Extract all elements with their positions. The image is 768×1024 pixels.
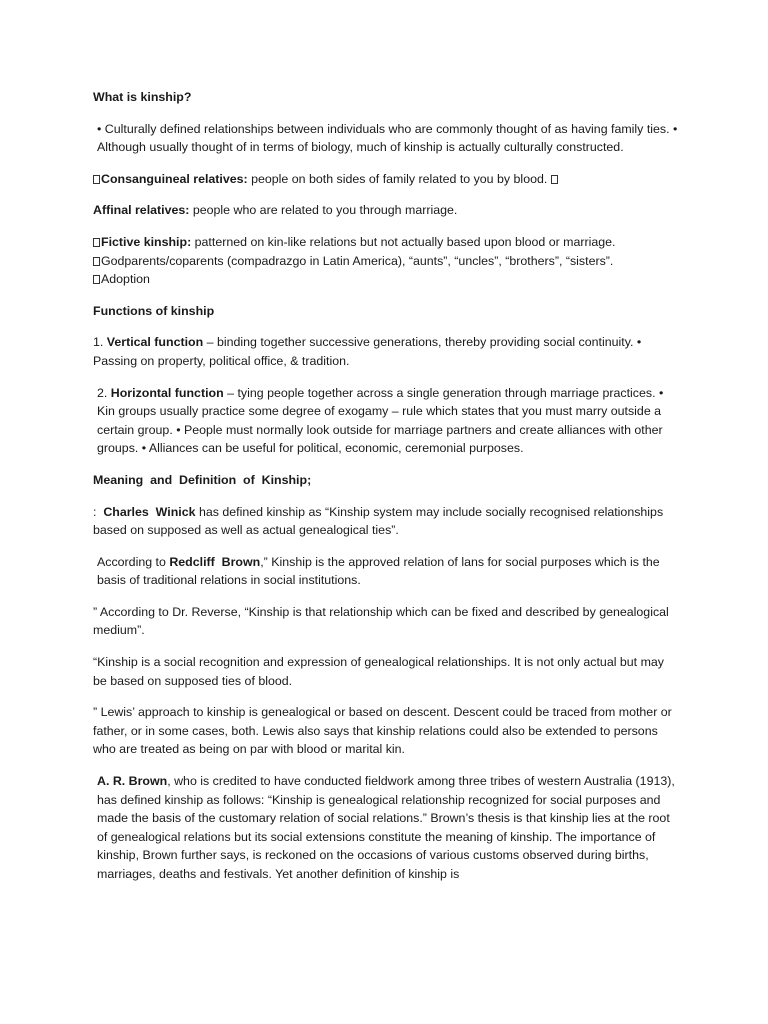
paragraph-redcliff [93, 553, 680, 590]
missing-glyph-icon [551, 175, 558, 184]
paragraph-lewis: ” Lewis’ approach to kinship is genealogical or based on descent. Descent could be traced from mother or father, or in some cases, both. Lewis also says that kinship relations could also be extended to persons who are treated as being on par with blood or marital kin. [93, 705, 672, 757]
missing-glyph-icon [93, 257, 100, 266]
horizontal-number: 2. [97, 385, 111, 400]
paragraph-winick [93, 503, 680, 540]
missing-glyph-icon [93, 275, 100, 284]
fictive-line3: Adoption [101, 272, 150, 287]
fictive-line2: Godparents/coparents (compadrazgo in Latin America), “aunts”, “uncles”, “brothers”, “sisters”. [101, 253, 614, 268]
consanguineal-label: Consanguineal relatives: [101, 171, 248, 186]
heading-functions: Functions of kinship [93, 303, 215, 318]
ar-brown-text: , who is credited to have conducted fieldwork among three tribes of western Australia (1913), has defined kinship as follows: “Kinship is genealogical relationship recognized for social purposes and made the basis of the customary relation of social relations.” Brown’s thesis is that kinship lies at the root of genealogical relations but its social extensions constitute the meaning of kinship. The importance of kinship, Brown further says, is reckoned on the occasions of various customs observed during births, marriages, deaths and festivals. Yet another definition of kinship is [97, 774, 675, 881]
horizontal-text: – tying people together across a single generation through marriage practices. • Kin groups usually practice some degree of exogamy – rule which states that you must marry outside a certain group. • People must normally look outside for marriage partners and create alliances with other groups. • Alliances can be useful for political, economic, ceremonial purposes. [97, 385, 664, 456]
winick-prefix: : [93, 504, 104, 519]
affinal-text: people who are related to you through marriage. [189, 203, 458, 218]
paragraph-reverse: ” According to Dr. Reverse, “Kinship is that relationship which can be fixed and described by genealogical medium”. [93, 604, 669, 638]
redcliff-prefix: According to [97, 554, 170, 569]
redcliff-text: ,” Kinship is the approved relation of lans for social purposes which is the basis of traditional relations in social institutions. [97, 554, 660, 588]
winick-text: has defined kinship as “Kinship system may include socially recognised relationships based on supposed as well as actual genealogical ties”. [93, 504, 664, 538]
horizontal-label: Horizontal function [110, 385, 224, 400]
missing-glyph-icon [93, 238, 100, 247]
affinal-label: Affinal relatives: [93, 203, 190, 218]
ar-brown-label: A. R. Brown [97, 774, 168, 789]
paragraph-ar-brown [93, 772, 680, 884]
heading-what-is-kinship: What is kinship? [93, 90, 192, 104]
fictive-label: Fictive kinship: [101, 234, 192, 249]
winick-label: Charles Winick [103, 504, 196, 519]
vertical-label: Vertical function [106, 335, 204, 350]
vertical-number: 1. [93, 335, 107, 350]
vertical-text: – binding together successive generations, thereby providing social continuity. • Passing on property, political office, & tradition. [93, 335, 642, 368]
paragraph-fictive [93, 233, 680, 289]
redcliff-label: Redcliff Brown [169, 554, 261, 569]
fictive-text: patterned on kin-like relations but not actually based upon blood or marriage. [191, 234, 616, 249]
paragraph-intro [93, 120, 680, 157]
paragraph-horizontal-function [93, 384, 680, 458]
intro-text: • Culturally defined relationships between individuals who are commonly thought of as having family ties. • Although usually thought of in terms of biology, much of kinship is actually culturally constructed. [97, 121, 678, 155]
consanguineal-text: people on both sides of family related to you by blood. [247, 171, 548, 186]
heading-meaning: Meaning and Definition of Kinship; [93, 472, 312, 487]
paragraph-vertical-function [93, 333, 680, 370]
paragraph-consanguineal [93, 170, 680, 189]
missing-glyph-icon [93, 175, 100, 184]
paragraph-recognition: “Kinship is a social recognition and expression of genealogical relationships. It is not only actual but may be based on supposed ties of blood. [93, 655, 664, 688]
paragraph-affinal [93, 201, 680, 220]
